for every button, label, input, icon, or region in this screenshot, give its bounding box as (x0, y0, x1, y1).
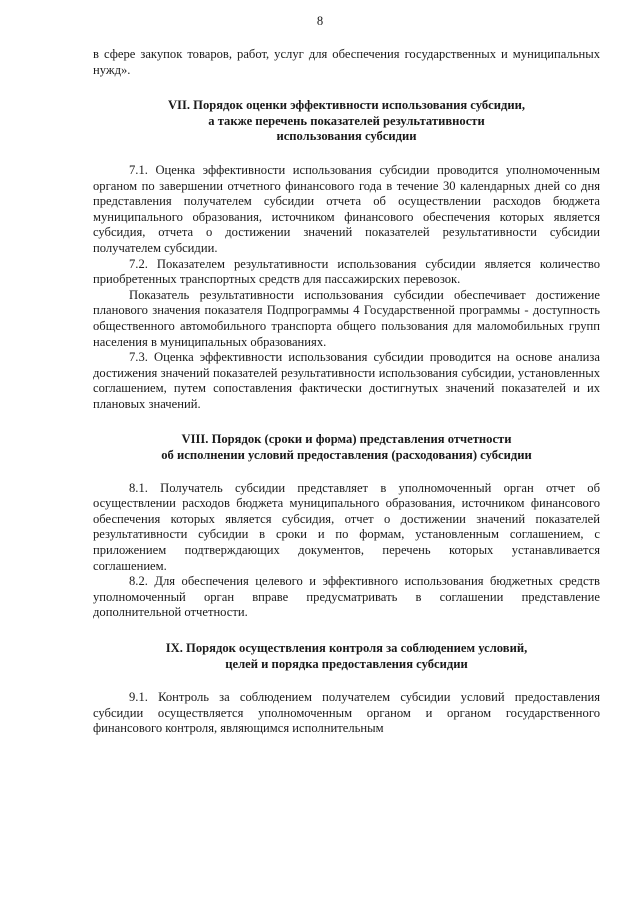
paragraph-7-2-indicator: Показатель результативности использования субсидии обеспечивает достижение планового значения показателя Подпрограммы 4 Государственной программы - доступность общественного автомобильного транспорта общего пользования для маломобильных групп населения в муниципальных образованиях. (93, 287, 600, 349)
heading-line: VII. Порядок оценки эффективности использования субсидии, (167, 98, 526, 113)
page-content (93, 47, 600, 737)
heading-line: об исполнении условий предоставления (расходования) субсидии (161, 448, 532, 463)
heading-line: а также перечень показателей результативности (208, 113, 485, 128)
heading-line: использования субсидии (276, 129, 417, 144)
paragraph-8-1: 8.1. Получатель субсидии представляет в уполномоченный орган отчет об осуществлении расходов бюджета муниципального образования, источником финансового обеспечения которых является субсидия, отчет о достижении значений показателей результативности субсидии в сроки и по формам, установленным соглашением, с приложением подтверждающих документов, перечень которых устанавливается соглашением. (93, 480, 600, 573)
heading-line: целей и порядка предоставления субсидии (225, 656, 468, 671)
heading-line: IX. Порядок осуществления контроля за соблюдением условий, (165, 641, 528, 655)
page-number: 8 (316, 14, 324, 28)
paragraph-7-3: 7.3. Оценка эффективности использования субсидии проводится на основе анализа достижения значений показателей результативности использования субсидии, установленных соглашением, путем сопоставления фактически достигнутых значений показателей и их плановых значений. (93, 350, 600, 411)
paragraph-7-1: 7.1. Оценка эффективности использования субсидии проводится уполномоченным органом по завершении отчетного финансового года в течение 30 календарных дней со дня представления получателем субсидии отчета об осуществлении расходов бюджета муниципального образования, источником финансового обеспечения которых является субсидия, отчета о достижении значений показателей результативности субсидии получателем субсидии. (93, 162, 600, 255)
paragraph-8-2: 8.2. Для обеспечения целевого и эффективного использования бюджетных средств уполномоченный орган вправе предусматривать в соглашении представление дополнительной отчетности. (93, 574, 600, 620)
section-heading-vii (93, 98, 600, 145)
intro-fragment: в сфере закупок товаров, работ, услуг для обеспечения государственных и муниципальных нужд». (93, 47, 600, 77)
paragraph-9-1: 9.1. Контроль за соблюдением получателем субсидии условий предоставления субсидии осуществляется уполномоченным органом и органом государственного финансового контроля, являющимся исполнительным (93, 690, 600, 736)
paragraph-7-2: 7.2. Показателем результативности использования субсидии является количество приобретенных транспортных средств для пассажирских перевозок. (93, 256, 600, 287)
section-heading-viii (93, 432, 600, 463)
heading-line: VIII. Порядок (сроки и форма) представления отчетности (181, 432, 512, 447)
section-heading-ix (93, 641, 600, 672)
